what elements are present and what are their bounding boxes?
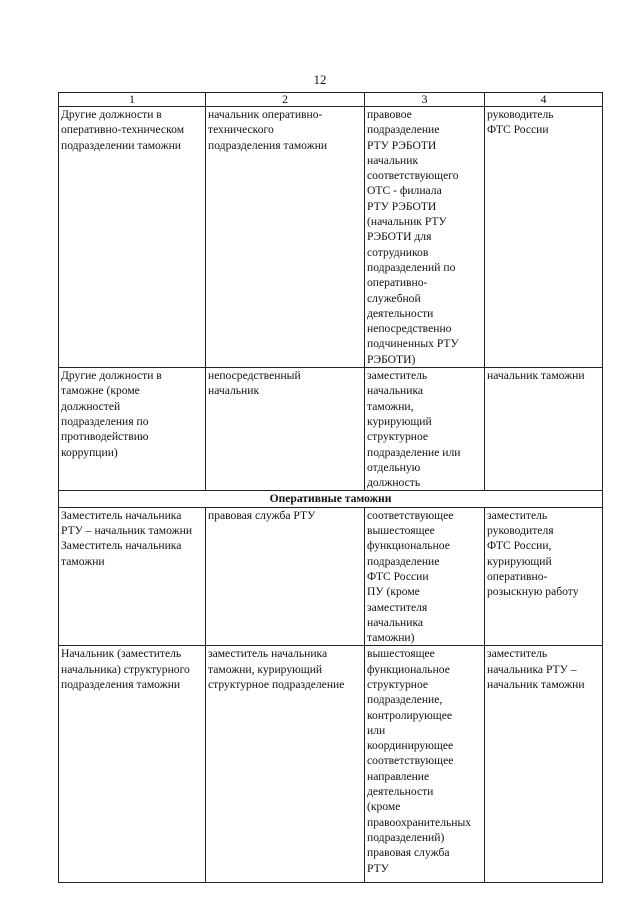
table-row — [59, 107, 603, 368]
table-cell: Другие должности в оперативно-техническом подразделении таможни — [59, 107, 206, 368]
table-cell: начальник оперативно- технического подразделения таможни — [206, 107, 365, 368]
table-row — [59, 646, 603, 883]
table-cell: вышестоящее функциональное структурное подразделение, контролирующее или координирующее соответствующее направление деятельности (кроме правоохранительных подразделений) правовая служба РТУ — [365, 646, 485, 883]
header-cell: 1 — [59, 93, 206, 107]
table-row — [59, 507, 603, 646]
header-cell: 4 — [485, 93, 603, 107]
table-row — [59, 368, 603, 491]
table-cell: начальник таможни — [485, 368, 603, 491]
table-cell: соответствующее вышестоящее функциональное подразделение ФТС России ПУ (кроме заместителя начальника таможни) — [365, 507, 485, 646]
table-cell: заместитель начальника таможни, курирующий структурное подразделение — [206, 646, 365, 883]
table-cell: заместитель начальника РТУ – начальник таможни — [485, 646, 603, 883]
table-header-row — [59, 93, 603, 107]
header-cell: 3 — [365, 93, 485, 107]
table-cell: Другие должности в таможне (кроме должностей подразделения по противодействию коррупции) — [59, 368, 206, 491]
table-cell: правовая служба РТУ — [206, 507, 365, 646]
section-title: Оперативные таможни — [59, 491, 603, 507]
section-header-row — [59, 491, 603, 507]
table-cell: заместитель начальника таможни, курирующий структурное подразделение или отдельную должность — [365, 368, 485, 491]
page-number: 12 — [313, 72, 327, 87]
responsibility-table — [58, 92, 603, 883]
table-cell: руководитель ФТС России — [485, 107, 603, 368]
table-cell: Заместитель начальника РТУ – начальник таможни Заместитель начальника таможни — [59, 507, 206, 646]
table-cell: Начальник (заместитель начальника) структурного подразделения таможни — [59, 646, 206, 883]
table-cell: заместитель руководителя ФТС России, курирующий оперативно- розыскную работу — [485, 507, 603, 646]
header-cell: 2 — [206, 93, 365, 107]
table-cell: непосредственный начальник — [206, 368, 365, 491]
table-cell: правовое подразделение РТУ РЭБОТИ начальник соответствующего ОТС - филиала РТУ РЭБОТИ (начальник РТУ РЭБОТИ для сотрудников подразделений по оперативно- служебной деятельности непосредственно подчиненных РТУ РЭБОТИ) — [365, 107, 485, 368]
